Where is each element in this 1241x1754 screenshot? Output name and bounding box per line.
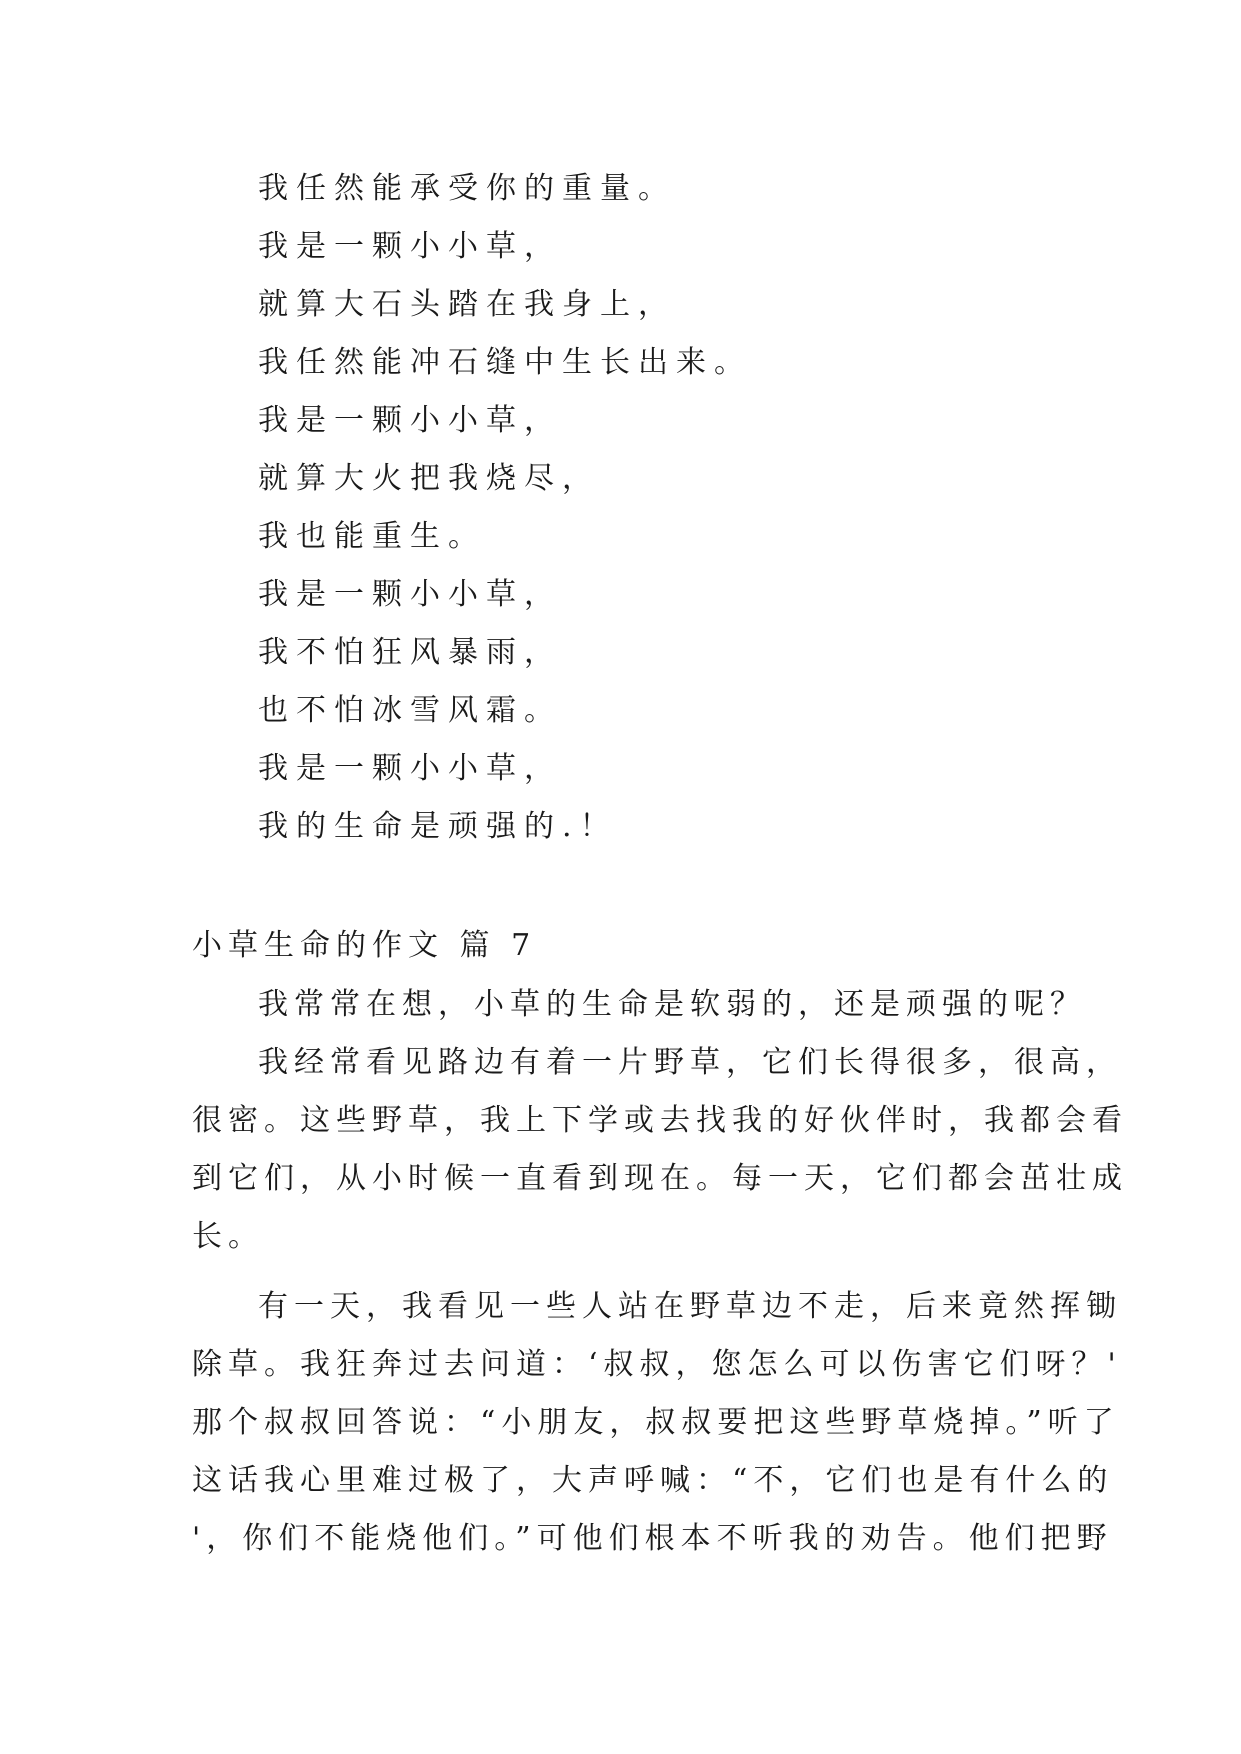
paragraph-line: 很密。这些野草，我上下学或去找我的好伙伴时，我都会看 xyxy=(192,1103,1128,1138)
paragraph-line: 长。 xyxy=(192,1219,264,1254)
paragraph-line: '，你们不能烧他们。”可他们根本不听我的劝告。他们把野 xyxy=(192,1521,1113,1556)
poem-line: 我是一颗小小草， xyxy=(258,229,562,264)
poem-line: 就算大火把我烧尽， xyxy=(258,461,600,496)
paragraph-line: 除草。我狂奔过去问道：‘叔叔，您怎么可以伤害它们呀？' xyxy=(192,1347,1122,1382)
paragraph xyxy=(192,1034,1128,1266)
paragraph xyxy=(192,976,1086,1034)
poem-line: 我是一颗小小草， xyxy=(258,577,562,612)
paragraph-line: 这话我心里难过极了，大声呼喊：“不，它们也是有什么的 xyxy=(192,1463,1114,1498)
poem-line: 我也能重生。 xyxy=(258,519,486,554)
poem-line: 我任然能冲石缝中生长出来。 xyxy=(258,345,752,380)
poem-line: 我是一颗小小草， xyxy=(258,751,562,786)
paragraph-line: 我常常在想，小草的生命是软弱的，还是顽强的呢？ xyxy=(258,987,1086,1022)
section-heading: 小草生命的作文 篇 7 xyxy=(192,928,537,963)
poem-line: 我是一颗小小草， xyxy=(258,403,562,438)
paragraph-line: 那个叔叔回答说：“小朋友，叔叔要把这些野草烧掉。”听了 xyxy=(192,1405,1120,1440)
paragraph xyxy=(192,1278,1122,1568)
paragraph-line: 我经常看见路边有着一片野草，它们长得很多，很高， xyxy=(258,1045,1122,1080)
essay-body xyxy=(192,976,1128,1568)
poem xyxy=(258,160,752,856)
paragraph-line: 到它们，从小时候一直看到现在。每一天，它们都会茁壮成 xyxy=(192,1161,1128,1196)
poem-line: 就算大石头踏在我身上， xyxy=(258,287,676,322)
paragraph-line: 有一天，我看见一些人站在野草边不走，后来竟然挥锄 xyxy=(258,1289,1122,1324)
poem-line: 我的生命是顽强的.！ xyxy=(258,809,618,844)
poem-line: 我不怕狂风暴雨， xyxy=(258,635,562,670)
poem-line: 我任然能承受你的重量。 xyxy=(258,171,676,206)
poem-line: 也不怕冰雪风霜。 xyxy=(258,693,562,728)
paragraph-gap xyxy=(192,1266,1060,1278)
